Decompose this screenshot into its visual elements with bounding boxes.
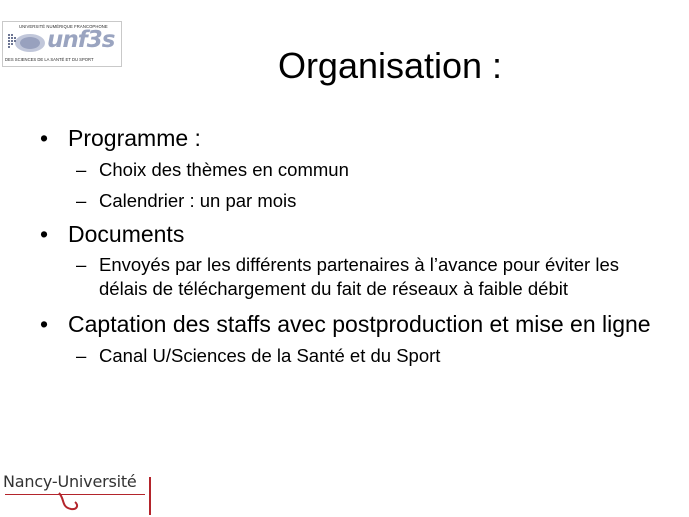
sub-bullet-text: Canal U/Sciences de la Santé et du Sport	[99, 345, 441, 366]
dash-icon: –	[76, 159, 87, 180]
bullet-icon: •	[40, 221, 49, 247]
bullet-item	[40, 309, 660, 339]
logo-bottom-line: DES SCIENCES DE LA SANTÉ ET DU SPORT	[5, 57, 94, 62]
swirl-icon	[55, 489, 85, 513]
bullet-icon: •	[40, 311, 49, 337]
bullet-text: Documents	[68, 221, 185, 247]
sub-bullet-item	[40, 157, 660, 183]
dash-icon: –	[76, 190, 87, 211]
dash-icon: –	[76, 254, 87, 275]
slide-title: Organisation :	[277, 45, 503, 86]
sub-bullet-item	[40, 253, 660, 301]
logo-bar	[149, 477, 151, 515]
bullet-item	[40, 219, 660, 249]
sub-bullet-text: Envoyés par les différents partenaires à l’avance pour éviter les délais de téléchargement du fait de réseaux à faible débit	[99, 254, 619, 299]
unf3s-logo	[2, 21, 122, 67]
sub-bullet-text: Choix des thèmes en commun	[99, 159, 349, 180]
sub-bullet-item	[40, 188, 660, 214]
dash-icon: –	[76, 345, 87, 366]
logo-top-line: UNIVERSITÉ NUMÉRIQUE FRANCOPHONE	[19, 24, 108, 29]
sub-bullet-text: Calendrier : un par mois	[99, 190, 297, 211]
bullet-icon: •	[40, 125, 49, 151]
logo-text: Nancy-Université	[3, 472, 137, 491]
bullet-item	[40, 123, 660, 153]
bullet-list	[40, 120, 660, 369]
bullet-text: Programme :	[68, 125, 201, 151]
globe-icon	[6, 28, 46, 56]
sub-bullet-item	[40, 343, 660, 369]
logo-wordmark: unf3s	[47, 27, 115, 53]
bullet-text: Captation des staffs avec postproduction et mise en ligne	[68, 311, 651, 337]
